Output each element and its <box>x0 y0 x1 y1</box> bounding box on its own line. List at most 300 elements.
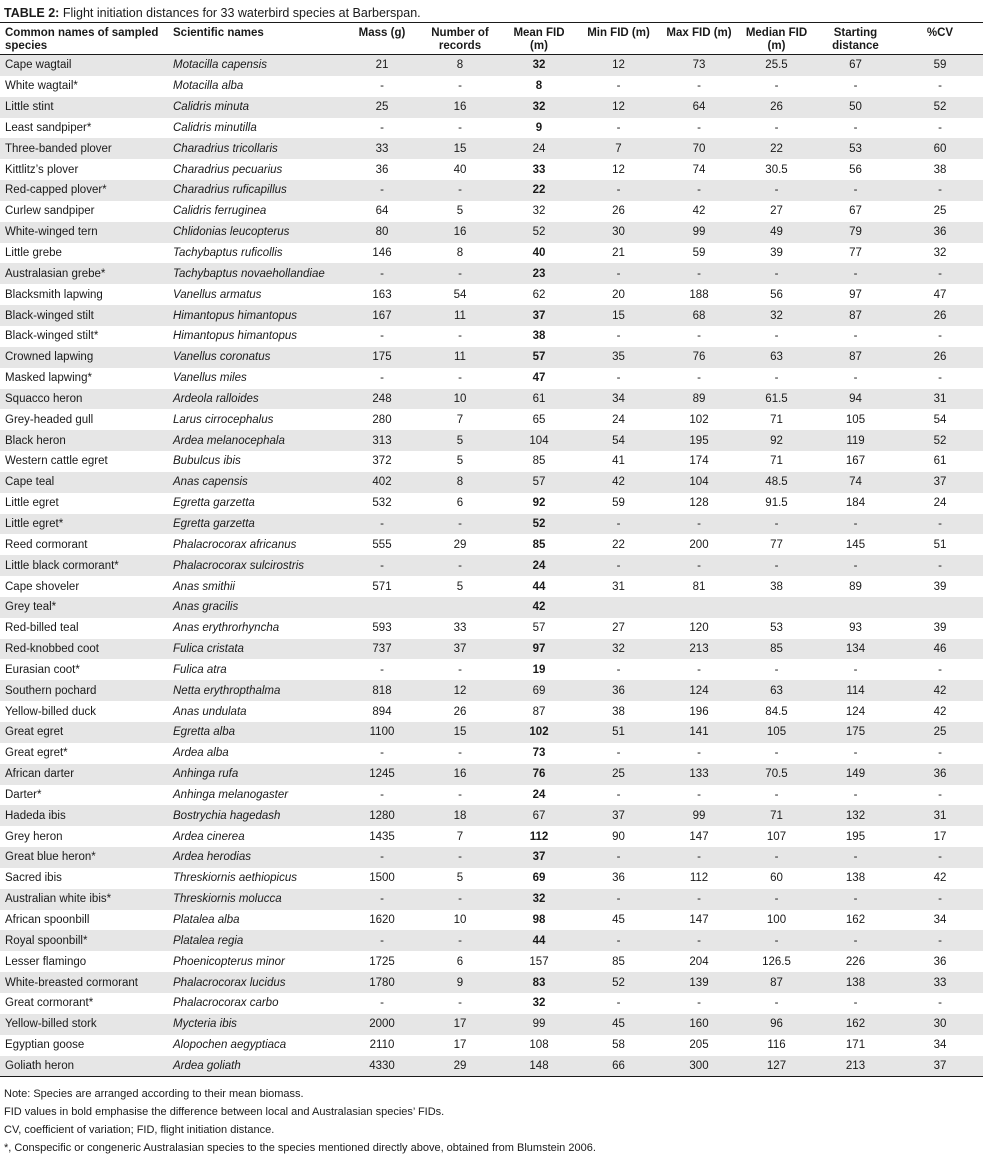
cell-max-fid: 74 <box>692 163 706 176</box>
cell-mass: - <box>344 555 420 576</box>
cell-median-fid: 71 <box>739 805 814 826</box>
cell-common-name: Little stint <box>0 97 168 118</box>
cell-max-fid: - <box>659 263 739 284</box>
table-notes <box>4 1085 596 1157</box>
cell-scientific-name: Anas erythrorhyncha <box>173 622 280 635</box>
cell-max-fid: 42 <box>692 205 706 218</box>
cell-scientific-name: Threskiornis aethiopicus <box>173 872 298 885</box>
cell-mean-fid: 22 <box>500 180 578 201</box>
col-header-mean-fid: Mean FID (m) <box>500 23 578 55</box>
cell-scientific-name: Calidris minuta <box>168 97 344 118</box>
cell-starting-distance: 134 <box>814 639 897 660</box>
cell-mean-fid: 57 <box>532 622 546 635</box>
cell-common-name: Masked lapwing* <box>5 372 92 385</box>
cell-common-name: Yellow-billed stork <box>0 1014 168 1035</box>
cell-cv: 51 <box>933 538 947 551</box>
cell-median-fid: 30.5 <box>765 163 788 176</box>
cell-common-name: Southern pochard <box>0 680 168 701</box>
cell-common-name: Little egret* <box>0 514 168 535</box>
cell-max-fid: 99 <box>659 222 739 243</box>
cell-mean-fid: 67 <box>500 805 578 826</box>
cell-starting-distance: 67 <box>814 55 897 76</box>
cell-scientific-name: Charadrius tricollaris <box>168 138 344 159</box>
table-caption <box>4 5 421 21</box>
cell-median-fid: 71 <box>770 413 783 426</box>
cell-scientific-name: Ardea melanocephala <box>168 430 344 451</box>
cell-scientific-name: Anhinga melanogaster <box>173 788 289 801</box>
cell-cv: - <box>938 747 942 760</box>
cell-min-fid: 35 <box>578 347 659 368</box>
cell-mass: 532 <box>372 497 392 510</box>
col-header-min-fid: Min FID (m) <box>578 23 659 55</box>
cell-records <box>420 597 500 618</box>
cell-max-fid: 70 <box>659 138 739 159</box>
cell-median-fid: 70.5 <box>739 764 814 785</box>
cell-records: 6 <box>456 955 464 968</box>
cell-common-name: Blacksmith lapwing <box>5 288 103 301</box>
table-row <box>0 243 983 264</box>
cell-common-name: Squacco heron <box>0 389 168 410</box>
cell-mean-fid: 97 <box>500 639 578 660</box>
cell-median-fid: 26 <box>739 97 814 118</box>
cell-min-fid: 51 <box>578 722 659 743</box>
cell-cv: - <box>897 847 983 868</box>
cell-cv: 31 <box>897 805 983 826</box>
cell-cv <box>897 597 983 618</box>
cell-common-name: Hadeda ibis <box>0 805 168 826</box>
cell-mass: 555 <box>372 538 392 551</box>
cell-median-fid: 27 <box>770 205 783 218</box>
cell-records: 15 <box>420 138 500 159</box>
table-caption-label: TABLE 2: <box>4 6 60 20</box>
cell-starting-distance: - <box>814 263 897 284</box>
cell-scientific-name: Threskiornis molucca <box>168 889 344 910</box>
cell-cv: 25 <box>933 205 947 218</box>
cell-cv: 52 <box>897 97 983 118</box>
cell-starting-distance: 171 <box>845 1039 866 1052</box>
cell-common-name: Grey-headed gull <box>5 413 94 426</box>
cell-records: 29 <box>453 538 467 551</box>
table-row <box>0 1056 983 1077</box>
cell-min-fid: - <box>578 847 659 868</box>
cell-median-fid: - <box>774 330 779 343</box>
cell-records: 15 <box>420 722 500 743</box>
cell-starting-distance <box>814 597 897 618</box>
cell-scientific-name: Calidris ferruginea <box>173 205 267 218</box>
cell-median-fid: - <box>739 889 814 910</box>
cell-starting-distance: 50 <box>814 97 897 118</box>
cell-min-fid: 52 <box>578 972 659 993</box>
cell-cv: 39 <box>933 580 947 593</box>
table-row <box>0 847 983 868</box>
cell-common-name: Lesser flamingo <box>5 955 87 968</box>
cell-records: 33 <box>453 622 467 635</box>
cell-records: 5 <box>456 872 464 885</box>
cell-median-fid: - <box>774 663 779 676</box>
cell-mass: 146 <box>372 247 392 260</box>
cell-max-fid: - <box>659 555 739 576</box>
table-row <box>0 222 983 243</box>
cell-max-fid: 200 <box>689 538 709 551</box>
cell-cv: 25 <box>897 722 983 743</box>
cell-mean-fid: 19 <box>532 663 546 676</box>
cell-max-fid: - <box>697 997 701 1010</box>
cell-common-name: Three-banded plover <box>0 138 168 159</box>
cell-mass: 248 <box>344 389 420 410</box>
cell-cv: 39 <box>933 622 947 635</box>
cell-min-fid: 54 <box>578 430 659 451</box>
cell-mean-fid: 57 <box>500 472 578 493</box>
cell-mean-fid: 24 <box>500 555 578 576</box>
cell-mean-fid: 98 <box>532 914 546 927</box>
cell-min-fid: 36 <box>578 680 659 701</box>
cell-mean-fid: 69 <box>532 872 546 885</box>
cell-mean-fid: 52 <box>500 514 578 535</box>
table-row <box>0 930 983 951</box>
cell-common-name: White wagtail* <box>5 80 78 93</box>
table-row <box>0 639 983 660</box>
cell-mass: 1620 <box>369 914 395 927</box>
cell-starting-distance: - <box>814 930 897 951</box>
cell-median-fid <box>739 597 814 618</box>
cell-cv: 59 <box>897 55 983 76</box>
cell-mass: - <box>344 847 420 868</box>
cell-common-name: Red-billed teal <box>5 622 79 635</box>
cell-cv: 42 <box>897 680 983 701</box>
cell-min-fid: 31 <box>612 580 625 593</box>
cell-starting-distance: - <box>853 121 858 134</box>
cell-median-fid: 126.5 <box>762 955 791 968</box>
cell-cv: - <box>897 263 983 284</box>
cell-median-fid: - <box>774 997 779 1010</box>
cell-cv: 31 <box>897 389 983 410</box>
cell-records: - <box>458 663 462 676</box>
cell-common-name: Red-capped plover* <box>0 180 168 201</box>
cell-max-fid: - <box>659 514 739 535</box>
cell-mean-fid: 8 <box>535 80 543 93</box>
cell-records: 11 <box>420 347 500 368</box>
cell-starting-distance: - <box>853 788 858 801</box>
cell-common-name: Great blue heron* <box>0 847 168 868</box>
cell-max-fid: 112 <box>689 872 709 885</box>
cell-median-fid: - <box>739 180 814 201</box>
cell-median-fid: 87 <box>739 972 814 993</box>
cell-cv: 33 <box>897 972 983 993</box>
cell-min-fid: 26 <box>612 205 625 218</box>
cell-scientific-name: Phalacrocorax carbo <box>173 997 279 1010</box>
cell-scientific-name: Calidris minutilla <box>173 121 257 134</box>
cell-mean-fid: 32 <box>532 997 546 1010</box>
cell-max-fid: 188 <box>689 288 709 301</box>
cell-scientific-name: Ardeola ralloides <box>168 389 344 410</box>
cell-cv: - <box>938 663 942 676</box>
cell-mass: 280 <box>372 413 392 426</box>
cell-min-fid: 90 <box>612 830 625 843</box>
cell-max-fid: 99 <box>659 805 739 826</box>
cell-starting-distance: 162 <box>814 1014 897 1035</box>
cell-median-fid: 107 <box>766 830 787 843</box>
table-row <box>0 951 983 972</box>
cell-median-fid: - <box>739 555 814 576</box>
cell-records: 16 <box>420 764 500 785</box>
cell-max-fid: - <box>697 788 701 801</box>
cell-common-name: Egyptian goose <box>5 1039 85 1052</box>
cell-max-fid: 89 <box>659 389 739 410</box>
cell-starting-distance: 53 <box>814 138 897 159</box>
cell-starting-distance: 149 <box>814 764 897 785</box>
cell-scientific-name: Motacilla alba <box>173 80 244 93</box>
cell-max-fid: 81 <box>692 580 706 593</box>
cell-starting-distance: - <box>853 80 858 93</box>
cell-mean-fid: 32 <box>500 889 578 910</box>
cell-max-fid <box>659 597 739 618</box>
cell-cv: 47 <box>933 288 947 301</box>
cell-min-fid: 59 <box>612 497 625 510</box>
cell-max-fid: 128 <box>689 497 709 510</box>
cell-common-name: Darter* <box>5 788 42 801</box>
table-row <box>0 305 983 326</box>
cell-mean-fid: 57 <box>500 347 578 368</box>
cell-median-fid: 105 <box>739 722 814 743</box>
col-header-scientific-name: Scientific names <box>168 23 344 55</box>
cell-mean-fid: 62 <box>532 288 546 301</box>
cell-cv: 36 <box>933 955 947 968</box>
cell-median-fid: 22 <box>739 138 814 159</box>
cell-min-fid: - <box>578 889 659 910</box>
cell-starting-distance: 119 <box>814 430 897 451</box>
cell-scientific-name: Ardea cinerea <box>173 830 245 843</box>
cell-scientific-name: Ardea alba <box>173 747 229 760</box>
table-row <box>0 472 983 493</box>
cell-mass: 571 <box>372 580 392 593</box>
cell-mean-fid: 112 <box>529 830 549 843</box>
cell-min-fid: 12 <box>578 55 659 76</box>
cell-common-name: Black-winged stilt <box>0 305 168 326</box>
cell-common-name: Western cattle egret <box>5 455 108 468</box>
table-row <box>0 555 983 576</box>
cell-min-fid: 41 <box>612 455 625 468</box>
table-row <box>0 764 983 785</box>
cell-mass: 175 <box>344 347 420 368</box>
cell-records: 16 <box>420 222 500 243</box>
cell-mean-fid: 108 <box>529 1039 549 1052</box>
cell-min-fid: 25 <box>578 764 659 785</box>
cell-common-name: White-winged tern <box>0 222 168 243</box>
cell-min-fid: 20 <box>612 288 625 301</box>
cell-mean-fid: 52 <box>500 222 578 243</box>
cell-common-name: Eurasian coot* <box>5 663 80 676</box>
cell-max-fid: 104 <box>659 472 739 493</box>
cell-records: - <box>420 263 500 284</box>
cell-records: - <box>420 889 500 910</box>
cell-scientific-name: Netta erythropthalma <box>168 680 344 701</box>
cell-starting-distance: - <box>853 747 858 760</box>
cell-median-fid: - <box>739 263 814 284</box>
cell-max-fid: - <box>697 747 701 760</box>
cell-mean-fid: 99 <box>500 1014 578 1035</box>
table-note: FID values in bold emphasise the difference between local and Australasian species’ FIDs. <box>4 1106 445 1118</box>
cell-max-fid: 133 <box>659 764 739 785</box>
cell-min-fid: 45 <box>578 1014 659 1035</box>
cell-scientific-name: Egretta garzetta <box>173 497 255 510</box>
cell-scientific-name: Vanellus miles <box>173 372 247 385</box>
cell-common-name: Grey teal* <box>0 597 168 618</box>
cell-mass: 80 <box>344 222 420 243</box>
cell-common-name: Goliath heron <box>0 1056 168 1077</box>
cell-records: 18 <box>420 805 500 826</box>
cell-max-fid: 120 <box>689 622 709 635</box>
table-row <box>0 201 983 222</box>
cell-starting-distance: 93 <box>849 622 862 635</box>
cell-mean-fid: 37 <box>500 305 578 326</box>
cell-max-fid: - <box>659 847 739 868</box>
cell-cv: 42 <box>933 872 947 885</box>
cell-records: 10 <box>420 389 500 410</box>
cell-starting-distance: 97 <box>849 288 862 301</box>
table-row <box>0 1014 983 1035</box>
cell-mass: 64 <box>375 205 389 218</box>
table-row <box>0 180 983 201</box>
cell-scientific-name: Anas capensis <box>168 472 344 493</box>
cell-scientific-name: Fulica atra <box>173 663 227 676</box>
cell-records: - <box>420 847 500 868</box>
cell-records: 16 <box>420 97 500 118</box>
cell-cv: - <box>897 930 983 951</box>
cell-mass: 1500 <box>369 872 395 885</box>
cell-cv: 26 <box>897 305 983 326</box>
cell-starting-distance: - <box>814 889 897 910</box>
cell-scientific-name: Phalacrocorax sulcirostris <box>168 555 344 576</box>
cell-max-fid: 174 <box>689 455 709 468</box>
cell-mass: 163 <box>372 288 392 301</box>
col-header-max-fid: Max FID (m) <box>659 23 739 55</box>
cell-starting-distance: - <box>814 514 897 535</box>
cell-scientific-name: Ardea goliath <box>168 1056 344 1077</box>
cell-min-fid: 36 <box>612 872 625 885</box>
cell-median-fid: 127 <box>739 1056 814 1077</box>
table-body <box>0 55 983 1077</box>
cell-starting-distance: 79 <box>814 222 897 243</box>
cell-mass: 36 <box>375 163 389 176</box>
cell-cv: - <box>897 514 983 535</box>
cell-common-name: Cape wagtail <box>0 55 168 76</box>
cell-scientific-name: Phalacrocorax lucidus <box>168 972 344 993</box>
cell-scientific-name: Tachybaptus novaehollandiae <box>168 263 344 284</box>
cell-mass: 818 <box>344 680 420 701</box>
cell-mean-fid: 24 <box>500 138 578 159</box>
cell-max-fid: - <box>659 180 739 201</box>
cell-cv: 24 <box>933 497 947 510</box>
table-row <box>0 347 983 368</box>
cell-mass: 33 <box>344 138 420 159</box>
cell-records: - <box>420 514 500 535</box>
cell-common-name: Royal spoonbill* <box>0 930 168 951</box>
table-row <box>0 368 983 389</box>
cell-starting-distance: 138 <box>845 872 866 885</box>
cell-mean-fid: 9 <box>535 121 543 134</box>
cell-mass: 2110 <box>369 1039 395 1052</box>
cell-cv: - <box>938 80 942 93</box>
cell-max-fid: 141 <box>659 722 739 743</box>
cell-mass: - <box>344 514 420 535</box>
cell-cv: 34 <box>933 1039 947 1052</box>
cell-common-name: Reed cormorant <box>5 538 88 551</box>
cell-starting-distance: - <box>853 330 858 343</box>
cell-median-fid: 63 <box>739 347 814 368</box>
table-row <box>0 493 983 514</box>
cell-median-fid: 77 <box>770 538 783 551</box>
cell-max-fid: 64 <box>659 97 739 118</box>
table-row <box>0 430 983 451</box>
cell-min-fid: - <box>616 121 621 134</box>
cell-records: - <box>458 372 462 385</box>
cell-cv: 37 <box>897 472 983 493</box>
cell-cv: 30 <box>897 1014 983 1035</box>
cell-scientific-name: Phalacrocorax africanus <box>173 538 297 551</box>
cell-records: 12 <box>420 680 500 701</box>
cell-cv: 34 <box>933 914 947 927</box>
cell-max-fid: 195 <box>659 430 739 451</box>
cell-min-fid: - <box>578 263 659 284</box>
cell-mass: 593 <box>372 622 392 635</box>
cell-scientific-name: Platalea alba <box>173 914 240 927</box>
cell-mass: 167 <box>344 305 420 326</box>
cell-mean-fid: 38 <box>532 330 546 343</box>
cell-cv: 42 <box>933 705 947 718</box>
cell-mass: - <box>380 788 384 801</box>
cell-cv: 54 <box>933 413 947 426</box>
table-row <box>0 451 983 472</box>
cell-min-fid <box>578 597 659 618</box>
cell-min-fid: 37 <box>578 805 659 826</box>
cell-mean-fid: 32 <box>500 55 578 76</box>
cell-scientific-name: Charadrius pecuarius <box>173 163 283 176</box>
cell-starting-distance: 195 <box>845 830 866 843</box>
cell-starting-distance: 56 <box>849 163 862 176</box>
cell-median-fid: 48.5 <box>739 472 814 493</box>
cell-mean-fid: 85 <box>532 455 546 468</box>
cell-median-fid: 71 <box>770 455 783 468</box>
cell-common-name: Little grebe <box>5 247 62 260</box>
cell-mass: - <box>344 930 420 951</box>
cell-records: - <box>458 997 462 1010</box>
cell-starting-distance: 213 <box>814 1056 897 1077</box>
cell-scientific-name: Chlidonias leucopterus <box>168 222 344 243</box>
cell-max-fid: 124 <box>659 680 739 701</box>
table-row <box>0 722 983 743</box>
cell-median-fid: 100 <box>766 914 787 927</box>
table-row <box>0 159 983 180</box>
cell-median-fid: 56 <box>770 288 783 301</box>
cell-min-fid: 22 <box>612 538 625 551</box>
cell-mass: 1725 <box>369 955 395 968</box>
cell-starting-distance: 138 <box>814 972 897 993</box>
table-row <box>0 97 983 118</box>
cell-median-fid: 38 <box>770 580 783 593</box>
cell-scientific-name: Vanellus coronatus <box>168 347 344 368</box>
cell-mass: - <box>380 997 384 1010</box>
cell-mass: 21 <box>344 55 420 76</box>
cell-mean-fid: 148 <box>500 1056 578 1077</box>
cell-max-fid: 204 <box>689 955 709 968</box>
cell-mass: 402 <box>344 472 420 493</box>
cell-max-fid: - <box>659 930 739 951</box>
cell-starting-distance: 89 <box>849 580 862 593</box>
cell-starting-distance: 145 <box>845 538 866 551</box>
cell-min-fid: 66 <box>578 1056 659 1077</box>
cell-scientific-name: Anas gracilis <box>168 597 344 618</box>
cell-median-fid: 84.5 <box>765 705 788 718</box>
